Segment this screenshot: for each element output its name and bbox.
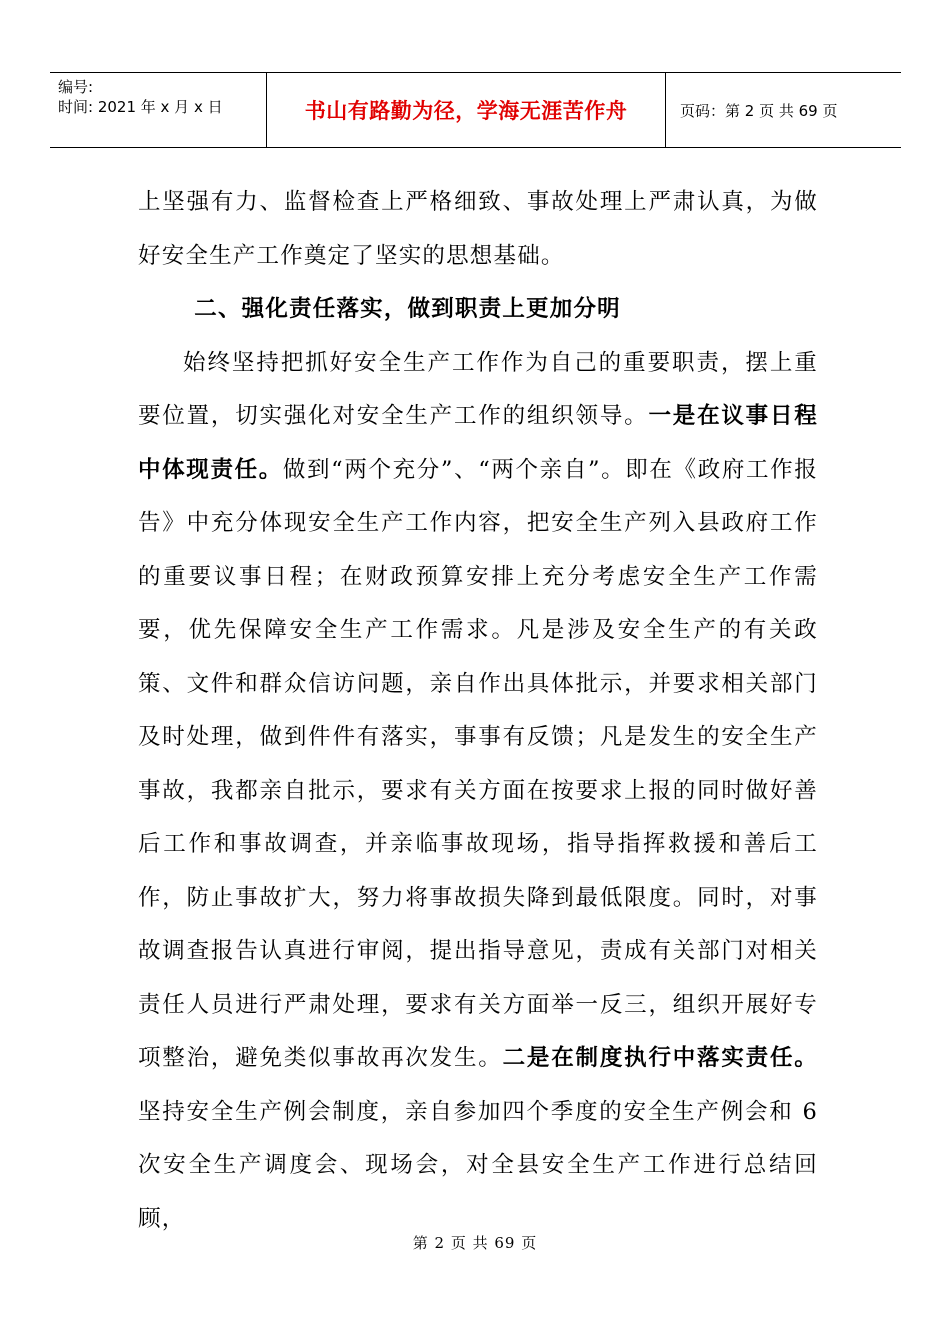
header-divider-right	[665, 73, 666, 147]
section-heading: 二、强化责任落实，做到职责上更加分明	[194, 296, 621, 322]
page-header	[50, 72, 901, 148]
paragraph-text: 始终坚持把抓好安全生产工作作为自己的重要职责，摆上重要位置，切实强化对安全生产工作的组织领导。	[138, 349, 818, 429]
paragraph-continued: 上坚强有力、监督检查上严格细致、事故处理上严肃认真，为做好安全生产工作奠定了坚实的思想基础。	[138, 189, 818, 269]
paragraph-text: 做到“两个充分”、“两个亲自”。即在《政府工作报告》中充分体现安全生产工作内容，把安全生产列入县政府工作的重要议事日程；在财政预算安排上充分考虑安全生产工作需要，优先保障安全生产工作需求。凡是涉及安全生产的有关政策、文件和群众信访问题，亲自作出具体批示，并要求相关部门及时处理，做到件件有落实，事事有反馈；凡是发生的安全生产事故，我都亲自批示，要求有关方面在按要求上报的同时做好善后工作和事故调查，并亲临事故现场，指导指挥救援和善后工作，防止事故扩大，努力将事故损失降到最低限度。同时，对事故调查报告认真进行审阅，提出指导意见，责成有关部门对相关责任人员进行严肃处理，要求有关方面举一反三，组织开展好专项整治，避免类似事故再次发生。	[138, 456, 819, 1071]
bold-point-two: 二是在制度执行中落实责任。	[502, 1045, 818, 1071]
bold-point-one: 一是在议事日程中体现责任。	[138, 403, 818, 483]
page-footer: 第 2 页 共 69 页	[412, 1234, 538, 1252]
document-body	[138, 176, 818, 1246]
header-motto: 书山有路勤为径，学海无涯苦作舟	[304, 99, 628, 123]
date-label: 时间: 2021 年 x 月 x 日	[58, 98, 223, 116]
header-meta	[58, 77, 223, 117]
header-page-info: 页码：第 2 页 共 69 页	[680, 101, 838, 120]
paragraph-responsibility	[138, 337, 818, 1247]
paragraph-text: 坚持安全生产例会制度，亲自参加四个季度的安全生产例会和 6 次安全生产调度会、现场会，对全县安全生产工作进行总结回顾，	[138, 1098, 818, 1232]
doc-number-label: 编号:	[58, 78, 94, 96]
